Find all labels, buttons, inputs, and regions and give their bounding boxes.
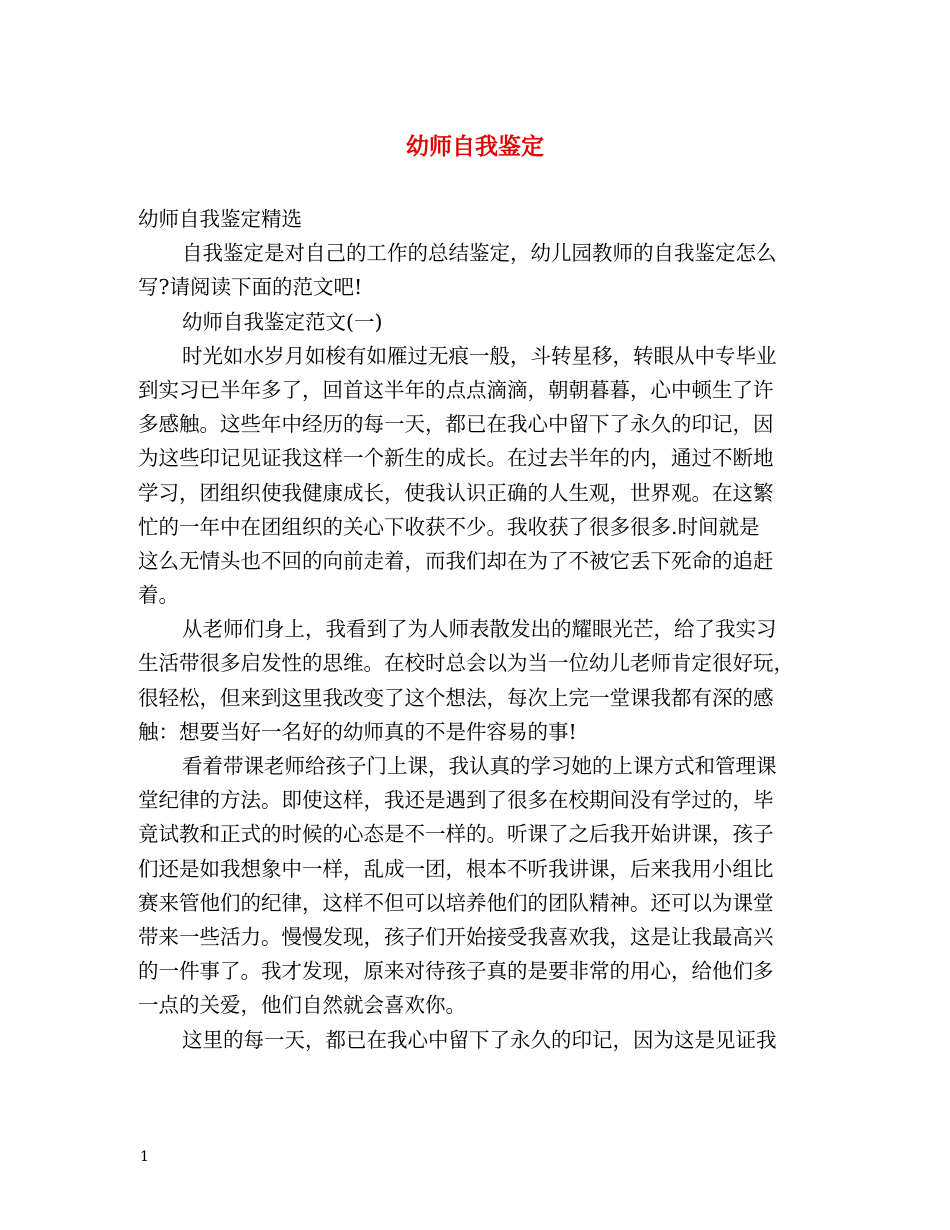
text-line: 写?请阅读下面的范文吧! [138,275,363,300]
text-line: 忙的一年中在团组织的关心下收获不少。我收获了很多很多.时间就是 [138,514,760,539]
text-line: 学习，团组织使我健康成长，使我认识正确的人生观，世界观。在这繁 [138,480,774,505]
text-line: 自我鉴定是对自己的工作的总结鉴定，幼儿园教师的自我鉴定怎么 [182,241,777,266]
document-body [138,202,816,1057]
text-line: 的一件事了。我才发现，原来对待孩子真的是要非常的用心，给他们多 [138,959,774,984]
text-line: 堂纪律的方法。即使这样，我还是遇到了很多在校期间没有学过的，毕 [138,788,774,813]
text-line: 一点的关爱，他们自然就会喜欢你。 [138,993,466,1018]
text-line: 们还是如我想象中一样，乱成一团，根本不听我讲课，后来我用小组比 [138,856,774,881]
document-title: 幼师自我鉴定 [406,133,544,160]
text-line: 时光如水岁月如梭有如雁过无痕一般，斗转星移，转眼从中专毕业 [182,343,777,368]
text-line: 很轻松，但来到这里我改变了这个想法，每次上完一堂课我都有深的感 [138,685,774,710]
text-line: 生活带很多启发性的思维。在校时总会以为当一位幼儿老师肯定很好玩， [138,651,794,676]
text-line: 从老师们身上，我看到了为人师表散发出的耀眼光芒，给了我实习 [182,617,777,642]
text-line: 为这些印记见证我这样一个新生的成长。在过去半年的内，通过不断地 [138,446,774,471]
text-line: 赛来管他们的纪律，这样不但可以培养他们的团队精神。还可以为课堂 [138,890,774,915]
text-line: 看着带课老师给孩子门上课，我认真的学习她的上课方式和管理课 [182,754,777,778]
text-line: 这里的每一天，都已在我心中留下了永久的印记，因为这是见证我 [182,1027,777,1052]
text-line: 这么无情头也不回的向前走着，而我们却在为了不被它丢下死命的追赶 [138,548,774,573]
text-line: 带来一些活力。慢慢发现，孩子们开始接受我喜欢我，这是让我最高兴 [138,924,774,949]
text-line: 竟试教和正式的时候的心态是不一样的。听课了之后我开始讲课，孩子 [138,822,774,847]
text-line: 多感触。这些年中经历的每一天，都已在我心中留下了永久的印记，因 [138,412,774,437]
subsection-heading: 幼师自我鉴定范文(一) [182,309,383,334]
text-line: 着。 [138,583,179,608]
page-number: 1 [140,1149,149,1165]
text-line: 触：想要当好一名好的幼师真的不是件容易的事! [138,719,577,744]
section-heading: 幼师自我鉴定精选 [138,207,302,231]
text-line: 到实习已半年多了，回首这半年的点点滴滴，朝朝暮暮，心中顿生了许 [138,377,774,402]
